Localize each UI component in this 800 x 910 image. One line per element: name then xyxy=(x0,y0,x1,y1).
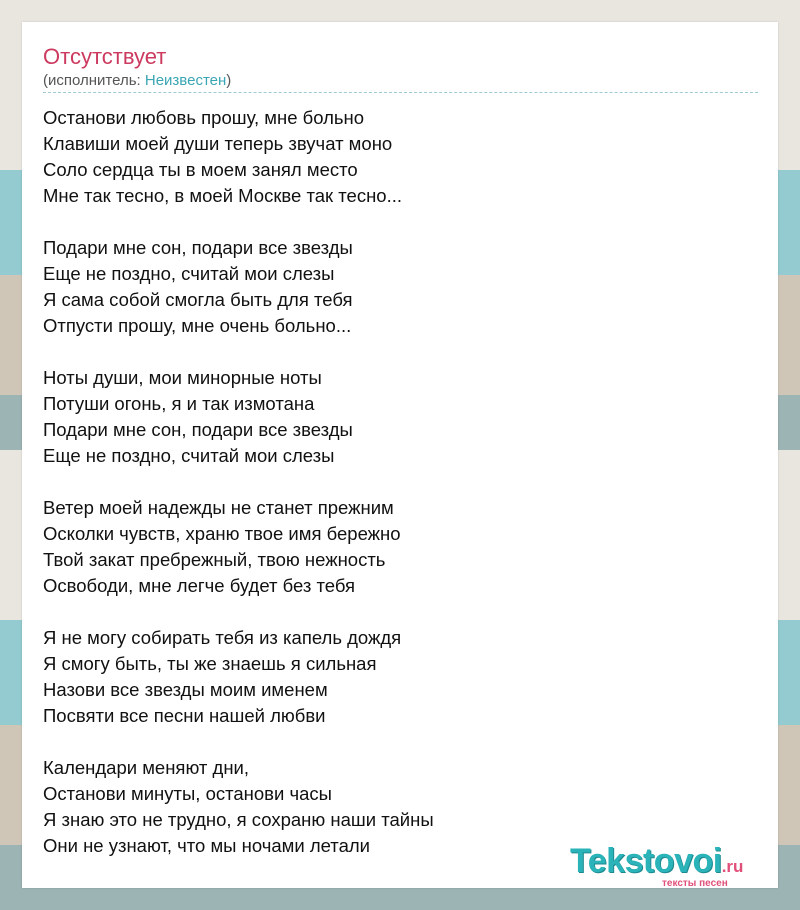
lyric-line: Я смогу быть, ты же знаешь я сильная xyxy=(43,653,377,674)
lyric-line: Они не узнают, что мы ночами летали xyxy=(43,835,370,856)
lyric-line: Я сама собой смогла быть для тебя xyxy=(43,289,353,310)
artist-line xyxy=(43,72,231,90)
logo-tld: .ru xyxy=(721,857,744,876)
lyric-line: Освободи, мне легче будет без тебя xyxy=(43,575,356,596)
lyrics-stanza xyxy=(43,105,434,209)
lyric-line: Еще не поздно, считай мои слезы xyxy=(43,263,335,284)
lyrics-stanza xyxy=(43,365,434,469)
lyric-line: Ноты души, мои минорные ноты xyxy=(43,367,322,388)
lyric-line: Отпусти прошу, мне очень больно... xyxy=(43,315,352,336)
lyrics-stanza xyxy=(43,755,434,859)
lyric-line: Клавиши моей души теперь звучат моно xyxy=(43,133,393,154)
song-title: Отсутствует xyxy=(43,44,167,69)
lyric-line: Календари меняют дни, xyxy=(43,757,250,778)
lyric-line: Соло сердца ты в моем занял место xyxy=(43,159,358,180)
lyric-line: Назови все звезды моим именем xyxy=(43,679,328,700)
site-logo[interactable] xyxy=(570,842,744,889)
lyrics-body xyxy=(43,105,434,885)
lyric-line: Потуши огонь, я и так измотана xyxy=(43,393,315,414)
lyric-line: Подари мне сон, подари все звезды xyxy=(43,237,353,258)
divider xyxy=(43,92,758,93)
lyric-line: Твой закат пребрежный, твою нежность xyxy=(43,549,386,570)
logo-text: Tekstovoi xyxy=(570,842,722,880)
lyric-line: Я знаю это не трудно, я сохраню наши тайны xyxy=(43,809,434,830)
lyric-line: Подари мне сон, подари все звезды xyxy=(43,419,353,440)
lyric-line: Ветер моей надежды не станет прежним xyxy=(43,497,394,518)
artist-prefix: (исполнитель: xyxy=(43,72,145,89)
lyrics-stanza xyxy=(43,495,434,599)
logo-tagline: тексты песен xyxy=(662,878,728,889)
lyrics-card xyxy=(22,22,778,888)
artist-link[interactable]: Неизвестен xyxy=(144,72,227,89)
lyric-line: Останови минуты, останови часы xyxy=(43,783,332,804)
artist-suffix: ) xyxy=(226,72,232,89)
lyric-line: Мне так тесно, в моей Москве так тесно... xyxy=(43,185,402,206)
lyric-line: Посвяти все песни нашей любви xyxy=(43,705,326,726)
lyric-line: Еще не поздно, считай мои слезы xyxy=(43,445,335,466)
lyric-line: Я не могу собирать тебя из капель дождя xyxy=(43,627,402,648)
lyric-line: Осколки чувств, храню твое имя бережно xyxy=(43,523,401,544)
lyric-line: Останови любовь прошу, мне больно xyxy=(43,107,365,128)
lyrics-stanza xyxy=(43,235,434,339)
lyrics-stanza xyxy=(43,625,434,729)
